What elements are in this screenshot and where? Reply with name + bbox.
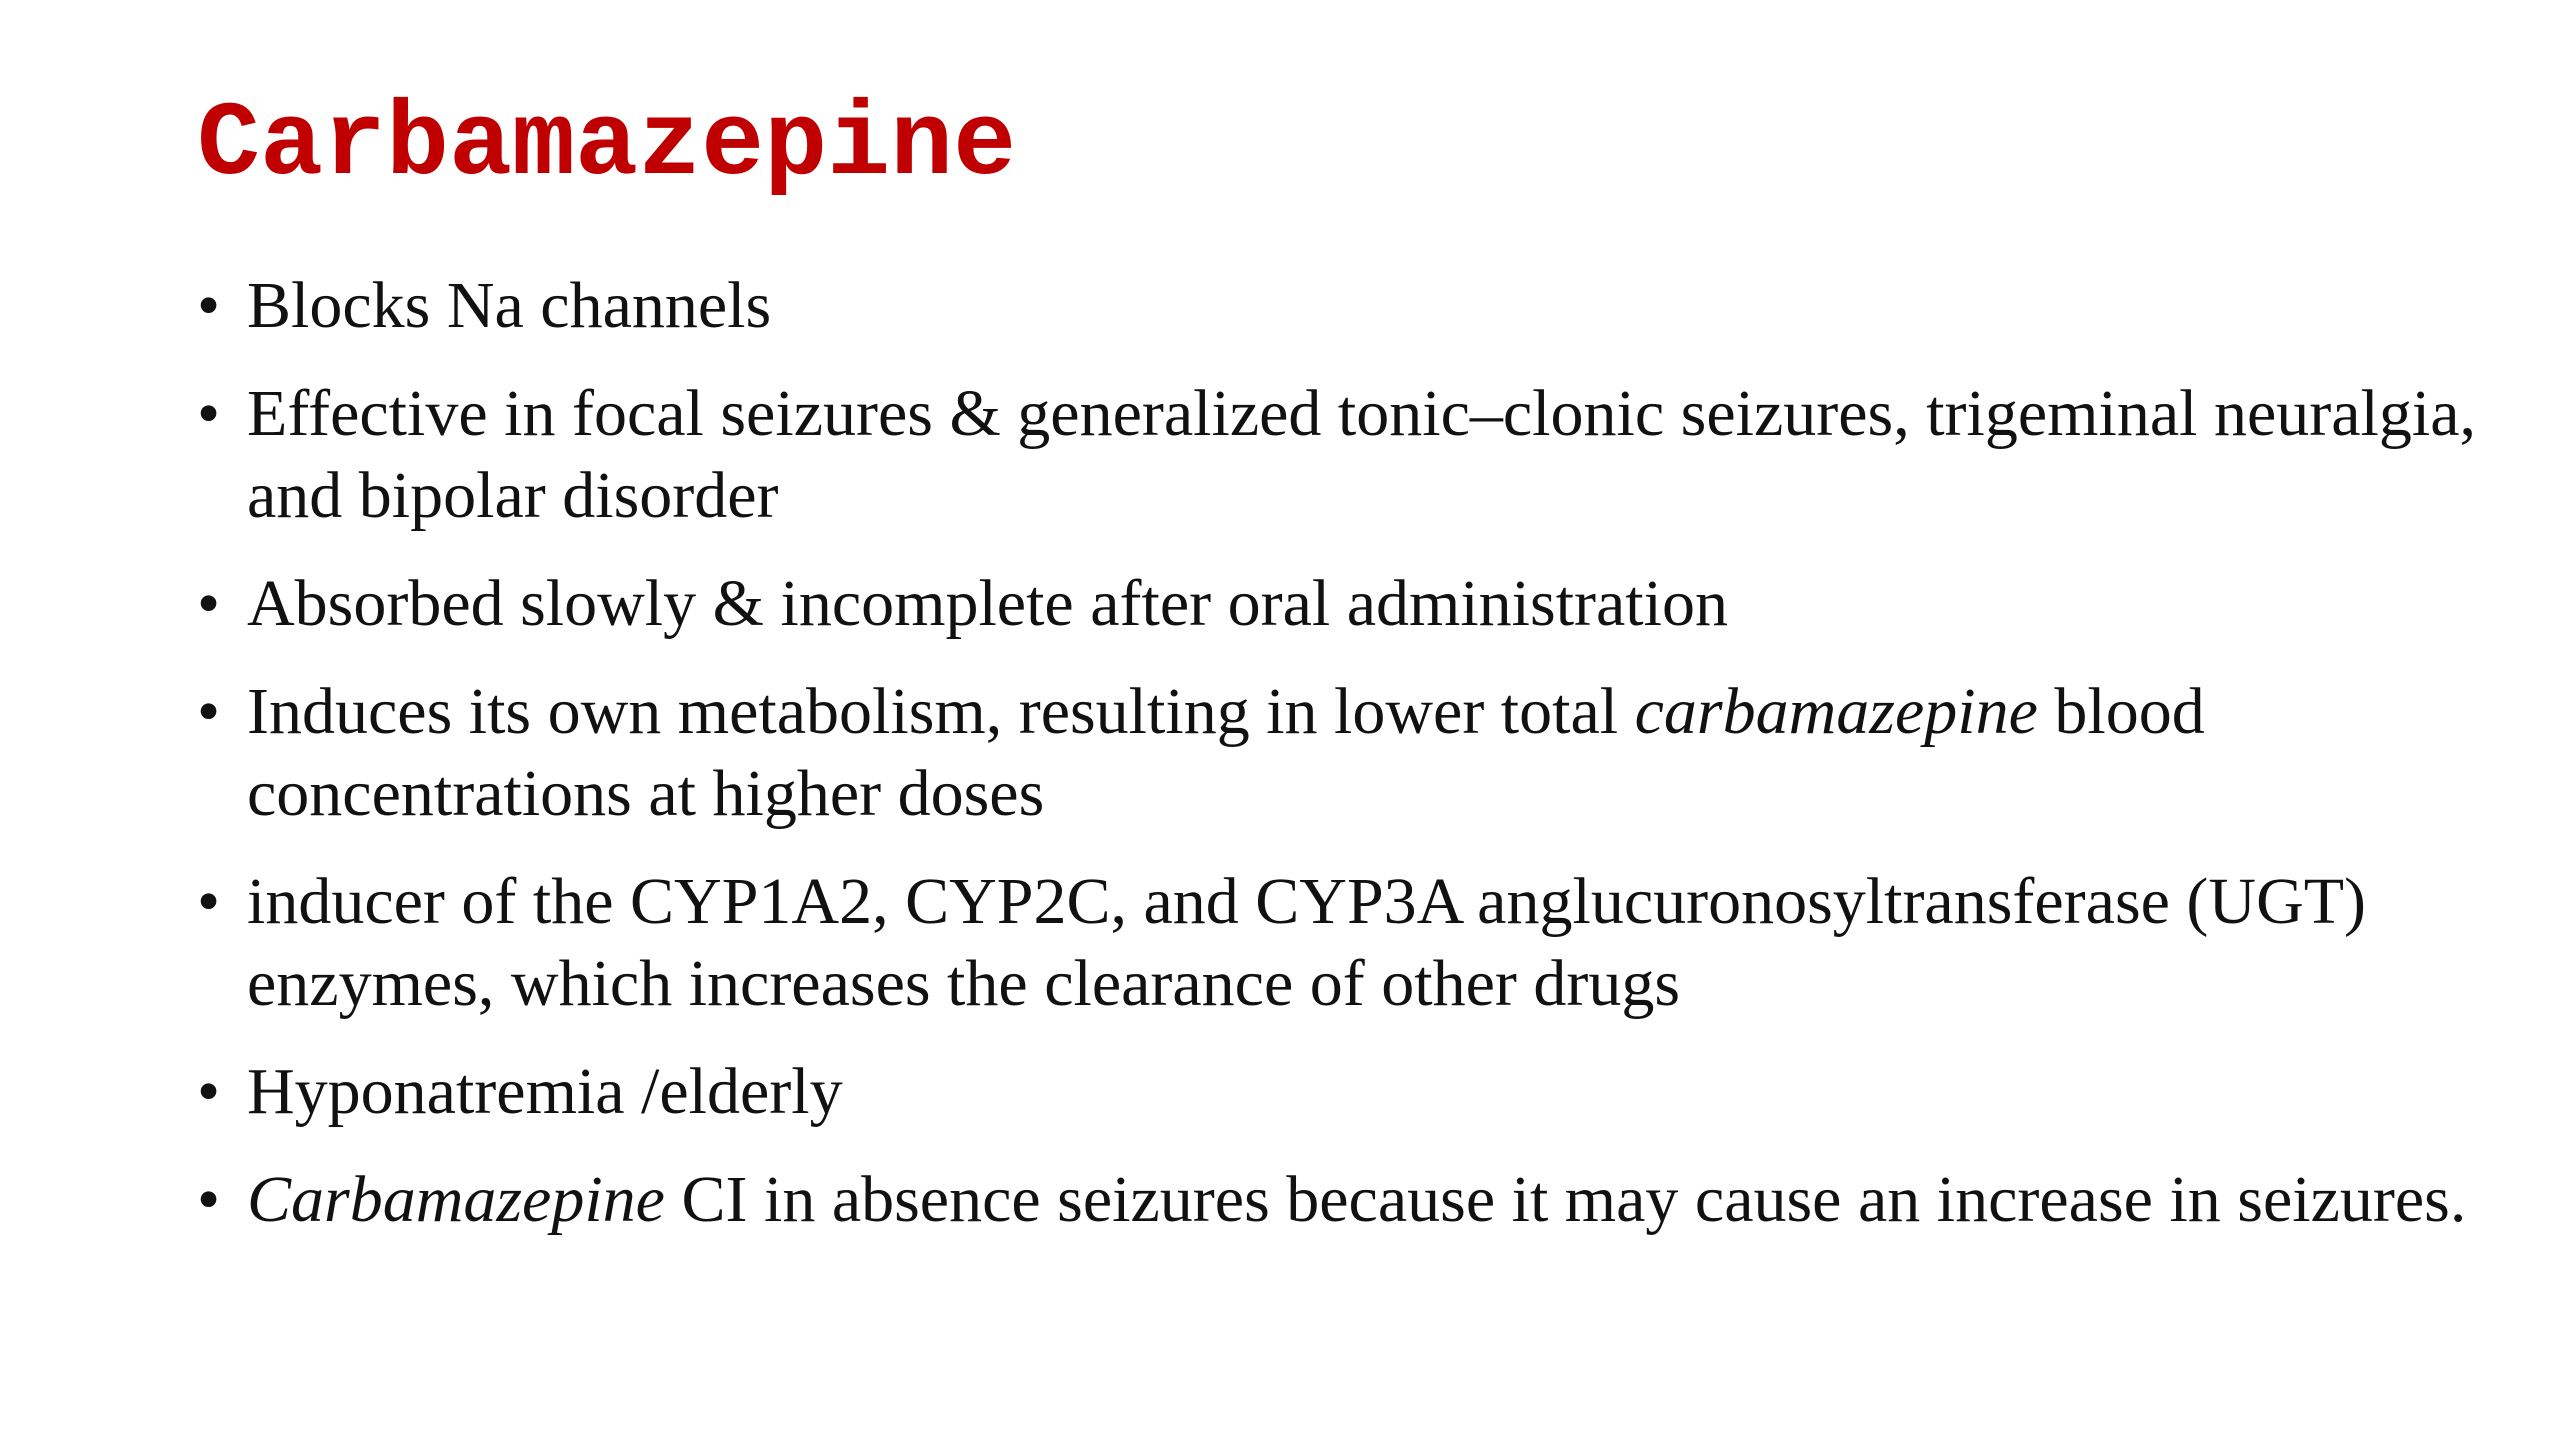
bullet-text: inducer of the CYP1A2, CYP2C, and CYP3A anglucuronosyltransferase (UGT) enzymes, which increases the clearance of other drugs (247, 865, 2367, 1020)
bullet-dot-icon (197, 671, 247, 753)
bullet-text: Hyponatremia /elderly (247, 1055, 843, 1128)
bullet-text: Absorbed slowly & incomplete after oral administration (247, 567, 1728, 640)
bullet-dot-icon (197, 1159, 247, 1241)
drug-name-italic: Carbamazepine (247, 1163, 665, 1236)
drug-name-italic: carbamazepine (1634, 675, 2038, 748)
bullet-dot-icon (197, 373, 247, 455)
bullet-item (197, 265, 2527, 347)
bullet-item (197, 563, 2527, 645)
bullet-text: Effective in focal seizures & generalized tonic–clonic seizures, trigeminal neuralgia, and bipolar disorder (247, 377, 2476, 532)
bullet-item (197, 861, 2527, 1025)
bullet-item (197, 671, 2527, 835)
bullet-dot-icon (197, 861, 247, 943)
bullet-text: Induces its own metabolism, resulting in lower total (247, 675, 1635, 748)
bullet-item (197, 1051, 2527, 1133)
slide-title: Carbamazepine (197, 86, 1017, 205)
bullet-dot-icon (197, 265, 247, 347)
bullet-dot-icon (197, 563, 247, 645)
bullet-list (197, 265, 2527, 1267)
bullet-item (197, 1159, 2527, 1241)
bullet-text: CI in absence seizures because it may cause an increase in seizures. (664, 1163, 2467, 1236)
bullet-text: blood concentrations at higher doses (247, 675, 2205, 830)
bullet-dot-icon (197, 1051, 247, 1133)
bullet-item (197, 373, 2527, 537)
bullet-text: Blocks Na channels (247, 269, 772, 342)
